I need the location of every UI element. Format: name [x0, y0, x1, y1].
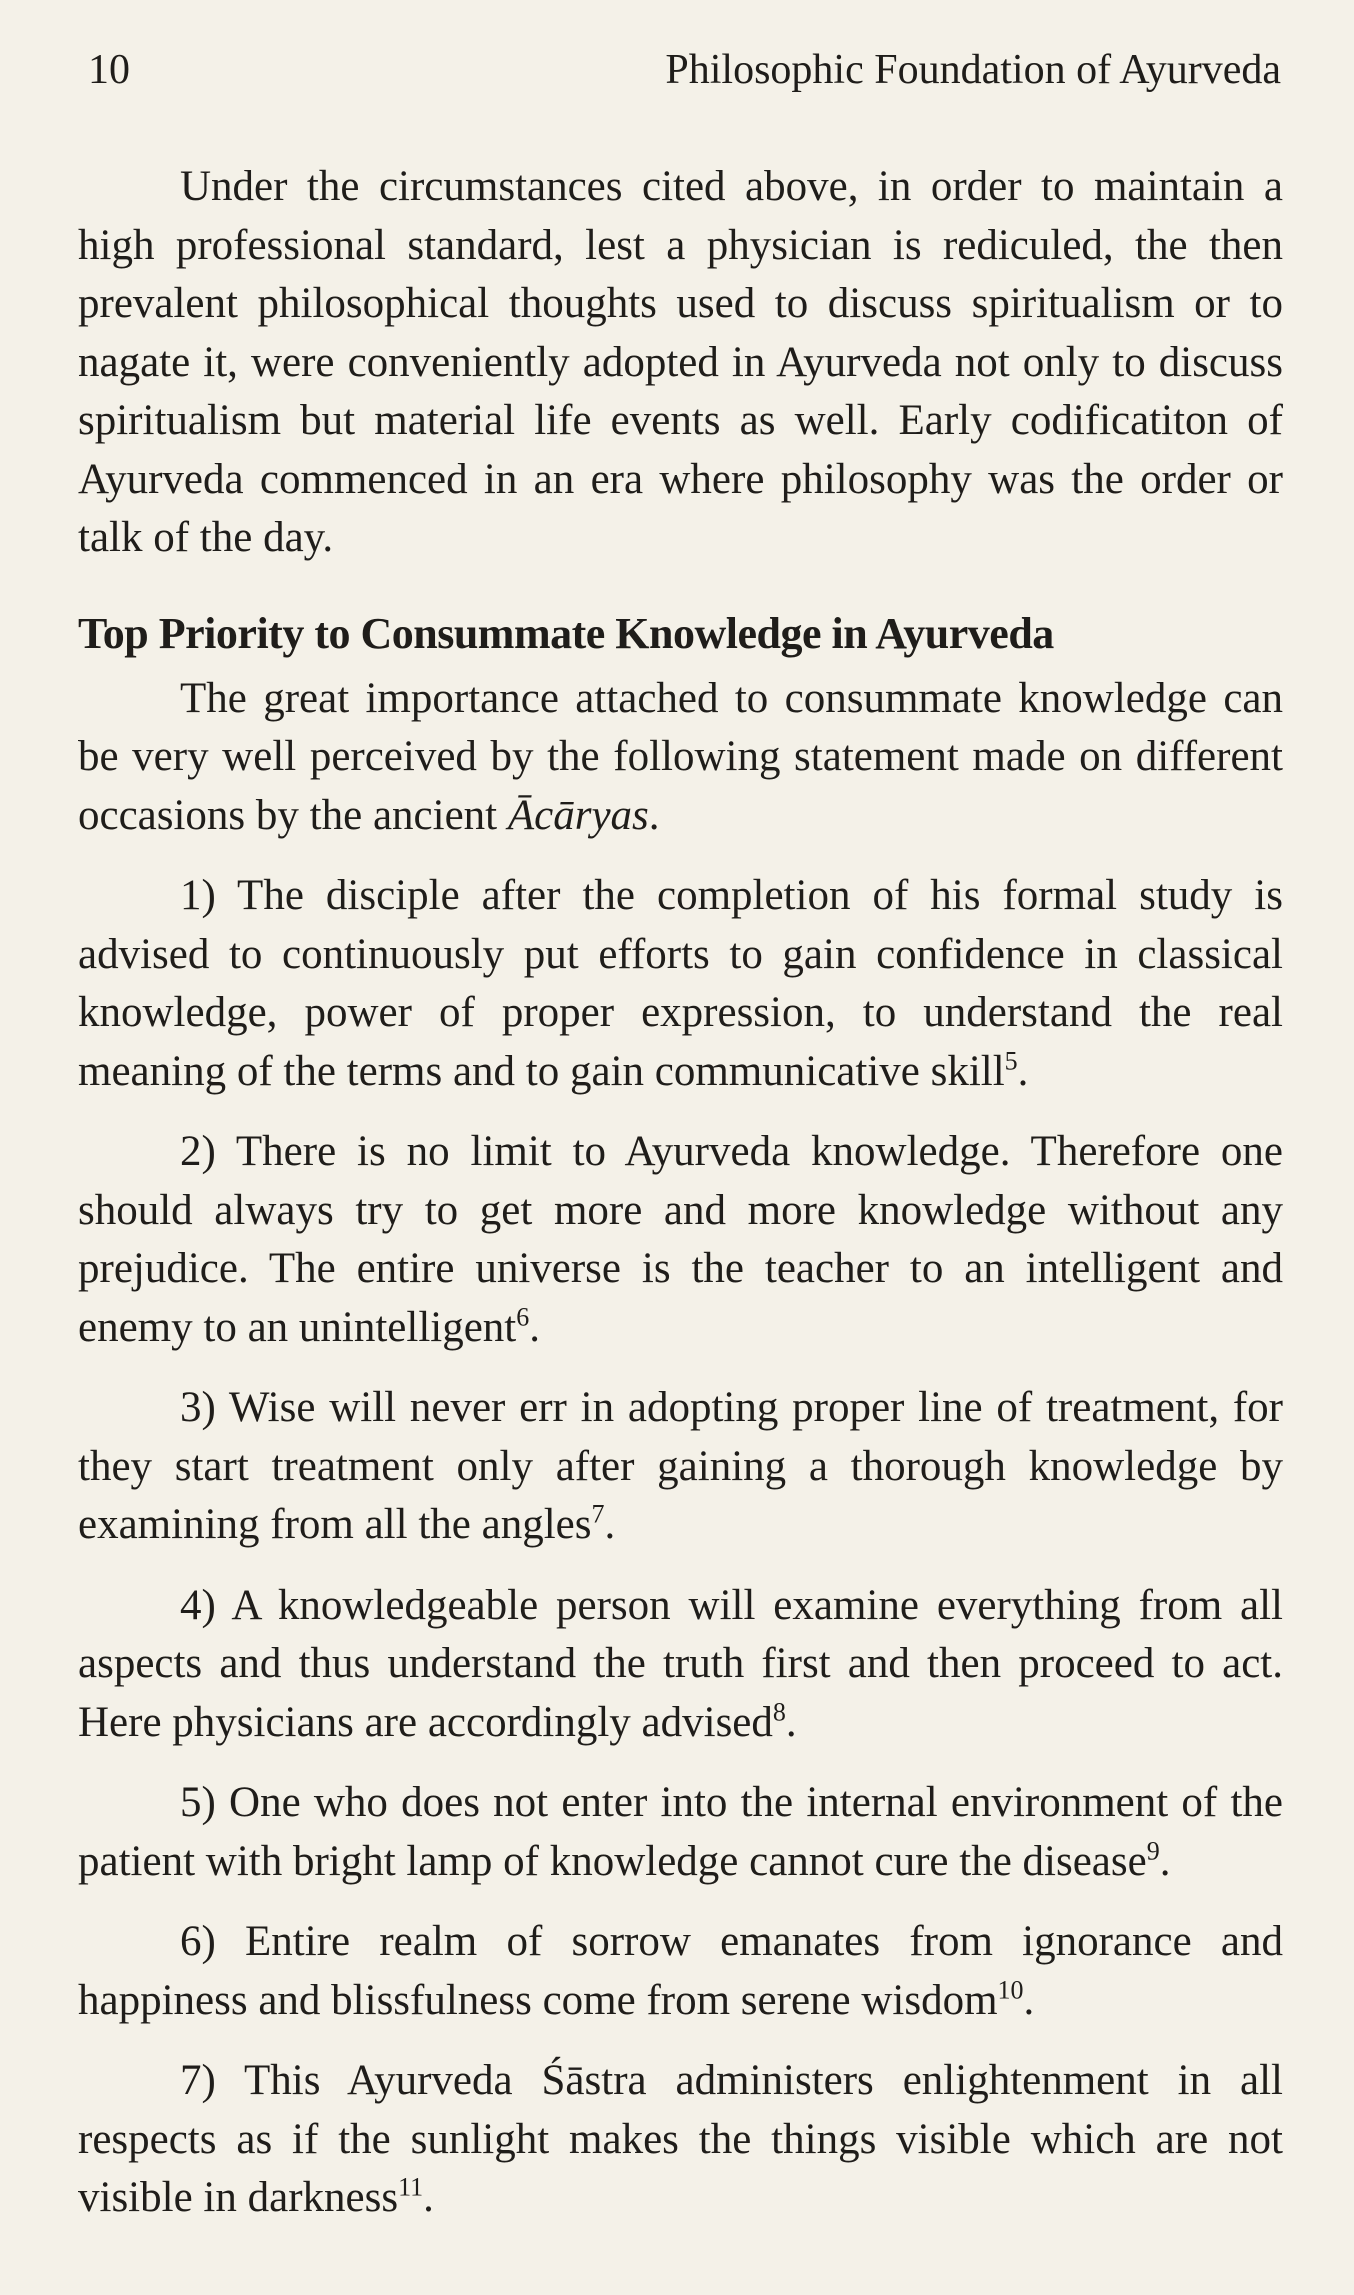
running-title: Philosophic Foundation of Ayurveda	[665, 47, 1281, 93]
point-paragraph	[78, 1774, 1283, 1891]
footnote-ref: 9	[1146, 1836, 1160, 1866]
footnote-ref: 11	[398, 2172, 424, 2202]
running-header	[78, 40, 1283, 100]
point-paragraph	[78, 1123, 1283, 1357]
point-text: 6) Entire realm of sorrow emanates from ignorance and happiness and blissfulness come from serene wisdom	[78, 1918, 1283, 2024]
point-paragraph	[78, 867, 1283, 1101]
point-end: .	[529, 1303, 541, 1351]
section-heading: Top Priority to Consummate Knowledge in Ayurveda	[78, 608, 1054, 658]
acaryas-term: Ācāryas	[507, 791, 649, 839]
point-end: .	[1159, 1837, 1171, 1885]
footnote-ref: 7	[591, 1499, 605, 1529]
footnote-ref: 8	[772, 1697, 786, 1727]
footnote-ref: 5	[1004, 1046, 1018, 1076]
point-text: 5) One who does not enter into the internal environment of the patient with bright lamp of knowledge cannot cure the disease	[78, 1779, 1283, 1885]
point-end: .	[423, 2174, 434, 2221]
lead-paragraph	[78, 670, 1283, 846]
point-text: 4) A knowledgeable person will examine everything from all aspects and thus understand the truth first and then proceed to act. Here physicians are accordingly advised	[78, 1581, 1283, 1746]
point-paragraph	[78, 2052, 1283, 2228]
book-page	[78, 40, 1283, 2270]
point-end: .	[1017, 1047, 1029, 1095]
point-text: 3) Wise will never err in adopting proper line of treatment, for they start treatment only after gaining a thorough knowledge by examining from all the angles	[78, 1384, 1283, 1548]
lead-end: .	[648, 791, 660, 839]
point-text: 7) This Ayurveda Śāstra administers enlightenment in all respects as if the sunlight makes the things visible which are not visible in darkness	[78, 2057, 1283, 2221]
point-end: .	[785, 1698, 797, 1746]
point-paragraph	[78, 1379, 1283, 1555]
point-text: 2) There is no limit to Ayurveda knowledge. Therefore one should always try to get more and more knowledge without any prejudice. The entire universe is the teacher to an intelligent and enemy to an unintelligent	[78, 1128, 1283, 1351]
point-end: .	[604, 1501, 616, 1548]
point-end: .	[1023, 1976, 1035, 2024]
intro-paragraph: Under the circumstances cited above, in order to maintain a high professional standard, lest a physician is rediculed, the then prevalent philosophical thoughts used to discuss spiritualism or to nagate it, were conveniently adopted in Ayurveda not only to discuss spiritualism but material life events as well. Early codificatiton of Ayurveda commenced in an era where philosophy was the order or talk of the day.	[78, 163, 1283, 561]
page-number: 10	[88, 47, 130, 93]
lead-text: The great importance attached to consummate knowledge can be very well perceived by the following statement made on different occasions by the ancient	[78, 674, 1283, 839]
footnote-ref: 6	[516, 1302, 530, 1332]
point-paragraph	[78, 1913, 1283, 2030]
footnote-ref: 10	[997, 1975, 1024, 2005]
point-paragraph	[78, 1577, 1283, 1753]
point-text: 1) The disciple after the completion of his formal study is advised to continuously put efforts to gain confidence in classical knowledge, power of proper expression, to understand the real meaning of the terms and to gain communicative skill	[78, 872, 1283, 1095]
